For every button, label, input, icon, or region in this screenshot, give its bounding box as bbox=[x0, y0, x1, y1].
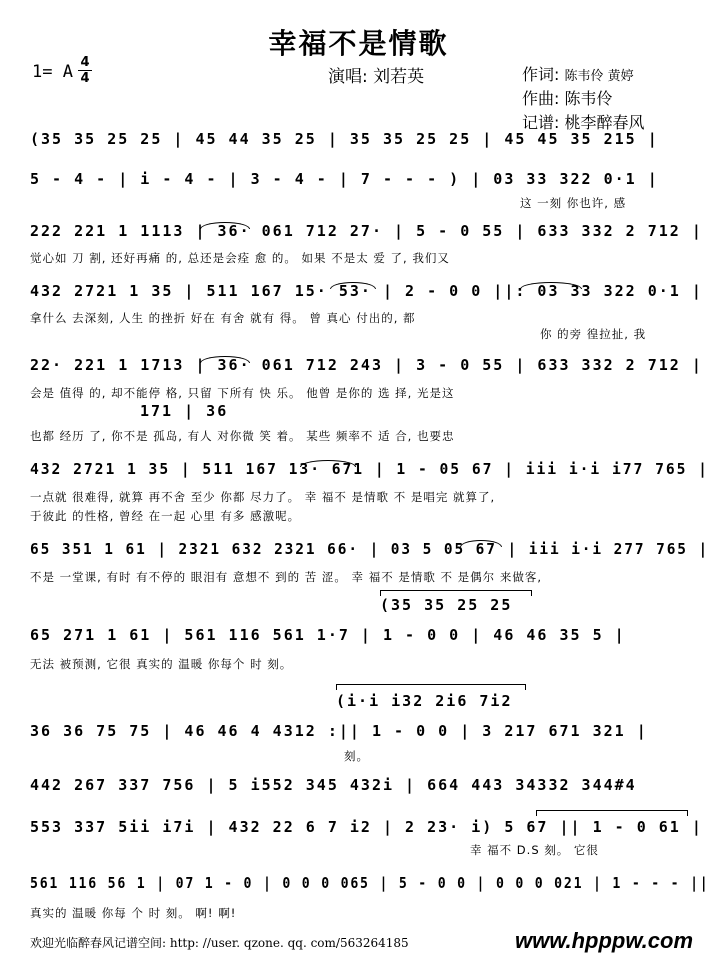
lyric-line-4b: 你 的旁 徨拉扯, 我 bbox=[540, 327, 647, 341]
lyric-line-4: 拿什么 去深刻, 人生 的挫折 好在 有舍 就有 得。 曾 真心 付出的, 都 bbox=[30, 311, 416, 325]
credit-value: 桃李醉春风 bbox=[564, 113, 645, 132]
repeat-bracket bbox=[536, 810, 688, 816]
tie-mark bbox=[300, 460, 356, 467]
time-signature bbox=[78, 56, 92, 85]
lyric-line-6: 也都 经历 了, 你不是 孤岛, 有人 对你微 笑 着。 某些 频率不 适 合, 也要忠 bbox=[30, 429, 455, 443]
score-line-13: 561 116 56 1 | 07 1 - 0 | 0 0 0 065 | 5 - 0 0 | 0 0 0 021 | 1 - - - || bbox=[30, 874, 710, 892]
key-signature: 1= A bbox=[32, 62, 73, 82]
tie-mark bbox=[200, 356, 250, 363]
credit-composer bbox=[522, 86, 613, 109]
credit-label: 作曲: bbox=[522, 89, 560, 108]
lyric-line-2: 这 一刻 你也许, 感 bbox=[520, 196, 627, 210]
score-line-6: 171 | 36 bbox=[140, 402, 229, 420]
score-line-10: 36 36 75 75 | 46 46 4 4312 :|| 1 - 0 0 | 3 217 671 321 | bbox=[30, 722, 648, 740]
lyric-line-7b: 于彼此 的性格, 曾经 在一起 心里 有多 感激呢。 bbox=[30, 509, 301, 523]
footer-text: 欢迎光临醉春风记谱空间: http: //user. qzone. qq. com/563264185 bbox=[30, 936, 409, 950]
score-line-5: 22· 221 1 1713 | 36· 061 712 243 | 3 - 0 55 | 633 332 2 712 | bbox=[30, 356, 703, 374]
tie-mark bbox=[520, 282, 582, 289]
lyric-line-3: 觉心如 刀 割, 还好再痛 的, 总还是会痊 愈 的。 如果 不是太 爱 了, 我们又 bbox=[30, 251, 450, 265]
lyric-line-9: 无法 被预测, 它很 真实的 温暖 你每个 时 刻。 bbox=[30, 657, 293, 671]
credit-label: 作词: bbox=[522, 65, 560, 84]
lyric-line-12: 幸 福不 D.S 刻。 它很 bbox=[470, 843, 599, 857]
intro-repeat-line: (35 35 25 25 bbox=[380, 596, 513, 614]
lyric-line-5: 会是 值得 的, 却不能停 格, 只留 下所有 快 乐。 他曾 是你的 选 择, 光是这 bbox=[30, 386, 455, 400]
credit-lyricist bbox=[522, 62, 634, 85]
score-line-11: 442 267 337 756 | 5 i552 345 432i | 664 443 34332 344#4 bbox=[30, 776, 637, 794]
singer-credit: 演唱: 刘若英 bbox=[328, 67, 425, 87]
repeat-bracket bbox=[380, 590, 532, 596]
tie-mark bbox=[200, 222, 250, 229]
ending-upper-line: (i·i i32 2i6 7i2 bbox=[336, 692, 513, 710]
score-line-8: 65 351 1 61 | 2321 632 2321 66· | 03 5 05 67 | iii i·i 277 765 | bbox=[30, 540, 710, 558]
score-line-12: 553 337 5ii i7i | 432 22 6 7 i2 | 2 23· i) 5 67 || 1 - 0 61 | bbox=[30, 818, 703, 836]
lyric-line-13: 真实的 温暖 你每 个 时 刻。 啊! 啊! bbox=[30, 906, 237, 920]
tie-mark bbox=[460, 540, 502, 547]
score-line-9: 65 271 1 61 | 561 116 561 1·7 | 1 - 0 0 | 46 46 35 5 | bbox=[30, 626, 626, 644]
meter-top: 4 bbox=[80, 55, 90, 70]
credit-value: 陈韦伶 bbox=[564, 89, 613, 108]
song-title: 幸福不是情歌 bbox=[268, 27, 449, 60]
tie-mark bbox=[330, 282, 376, 289]
lyric-line-10: 刻。 bbox=[344, 749, 369, 763]
score-line-3: 222 221 1 1113 | 36· 061 712 27· | 5 - 0 55 | 633 332 2 712 | bbox=[30, 222, 703, 240]
credit-label: 记谱: bbox=[522, 113, 560, 132]
score-line-4: 432 2721 1 35 | 511 167 15· 53· | 2 - 0 0 ||: 03 33 322 0·1 | bbox=[30, 282, 703, 300]
credit-value: 陈韦伶 黄婷 bbox=[564, 69, 634, 84]
lyric-line-8: 不是 一堂课, 有时 有不停的 眼泪有 意想不 到的 苦 涩。 幸 福不 是情歌 不 是偶尔 来做客, bbox=[30, 570, 542, 584]
repeat-bracket bbox=[336, 684, 526, 690]
score-line-1: (35 35 25 25 | 45 44 35 25 | 35 35 25 25 | 45 45 35 215 | bbox=[30, 130, 659, 148]
lyric-line-7: 一点就 很难得, 就算 再不舍 至少 你都 尽力了。 幸 福不 是情歌 不 是唱完 就算了, bbox=[30, 490, 496, 504]
site-watermark: www.hpppw.com bbox=[514, 928, 693, 953]
meter-bottom: 4 bbox=[80, 71, 90, 86]
score-line-7: 432 2721 1 35 | 511 167 13· 671 | 1 - 05 67 | iii i·i i77 765 | bbox=[30, 460, 709, 478]
score-line-2: 5 - 4 - | i - 4 - | 3 - 4 - | 7 - - - ) | 03 33 322 0·1 | bbox=[30, 170, 659, 188]
